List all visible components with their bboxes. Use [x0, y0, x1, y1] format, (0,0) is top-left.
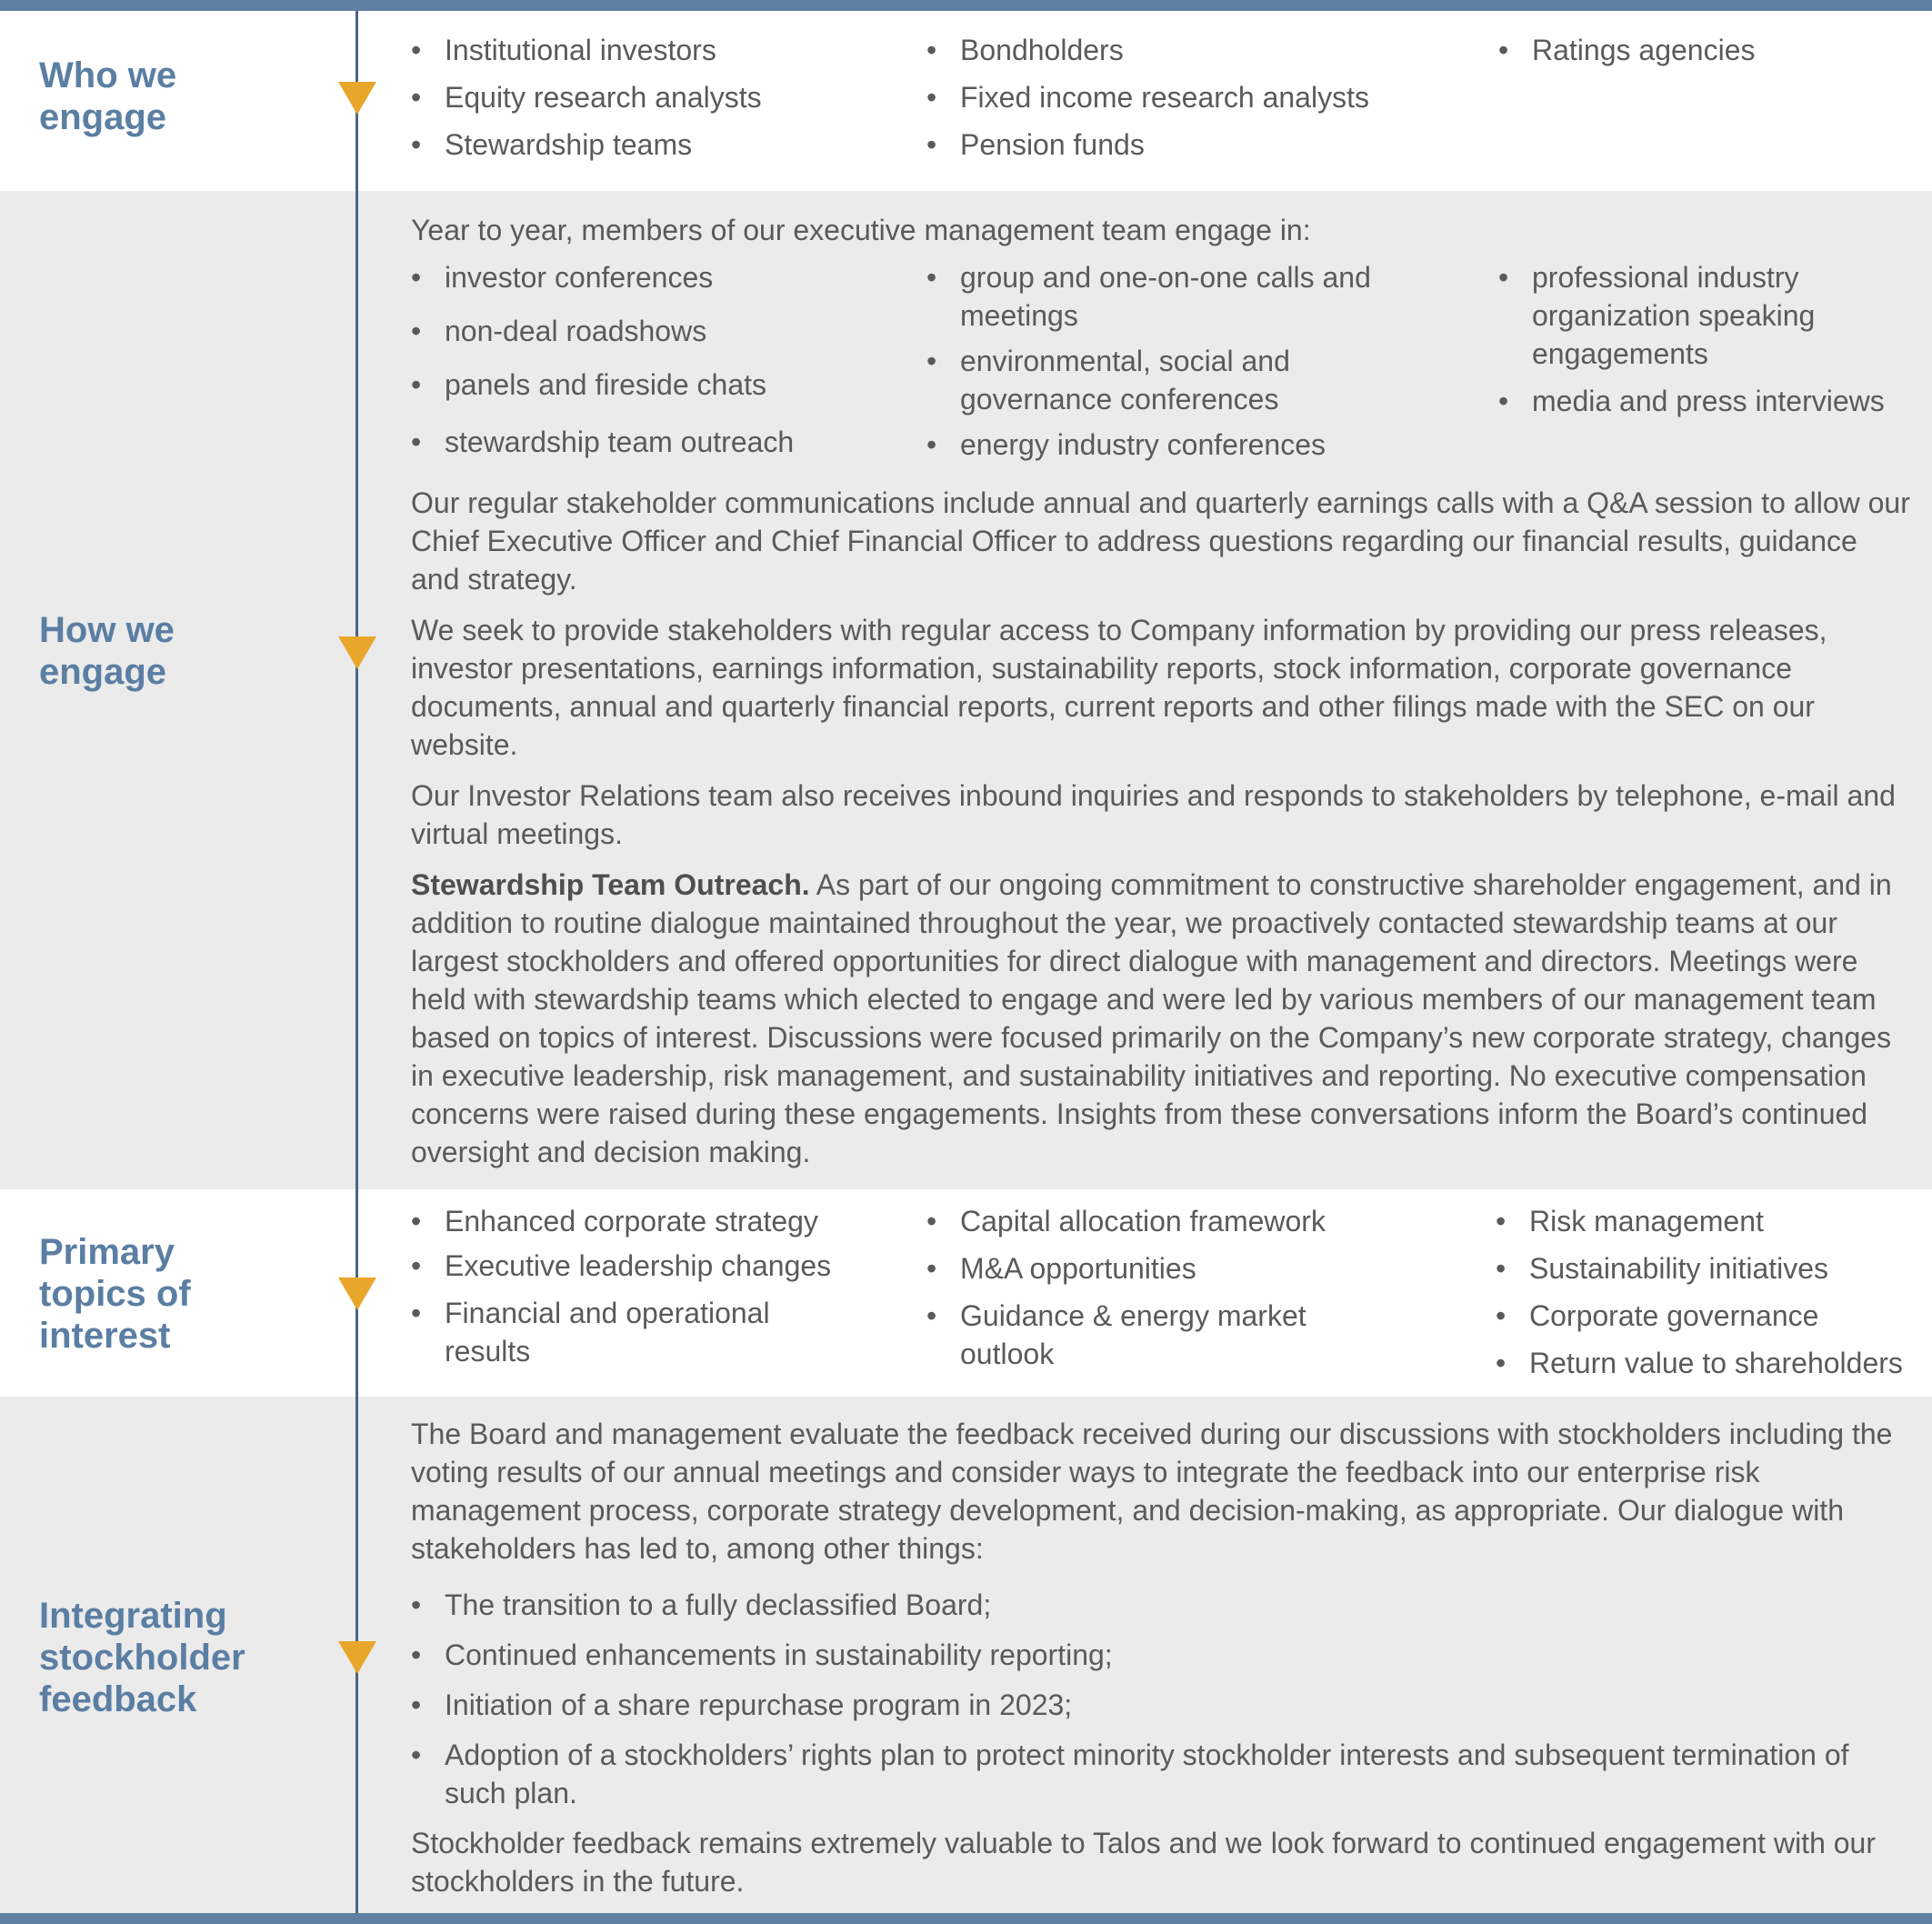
how-paragraphs — [411, 484, 1911, 1171]
list-item: • Executive leadership changes — [411, 1247, 902, 1285]
list-item: • panels and fireside chats — [411, 366, 902, 404]
list-item: • Bondholders — [926, 31, 1472, 69]
stewardship-text: As part of our ongoing commitment to constructive shareholder engagement, and in addition to routine dialogue maintained throughout the year, we proactively contacted stewardship teams at our largest stockholders and offered opportunities for direct dialogue with management and directors. Meetings were held with stewardship teams which elected to engage and were led by various members of our management team based on topics of interest. Discussions were focused primarily on the Company’s new corporate strategy, changes in executive leadership, risk management, and sustainability initiatives and reporting. No executive compensation concerns were raised during these engagements. Insights from these conversations inform the Board’s continued oversight and decision making. — [411, 868, 1892, 1168]
list-item: • Corporate governance — [1496, 1297, 1911, 1335]
list-item: • stewardship team outreach — [411, 423, 902, 461]
list-item: • group and one-on-one calls and meetings — [926, 258, 1399, 335]
list-item: • media and press interviews — [1498, 382, 1911, 420]
bottom-border — [0, 1913, 1932, 1924]
topics-col-1 — [411, 1202, 902, 1370]
how-col-1 — [411, 258, 902, 461]
top-border — [0, 0, 1932, 11]
list-item: • The transition to a fully declassified Board; — [411, 1586, 1911, 1624]
list-item: • Pension funds — [926, 125, 1472, 164]
list-item: • M&A opportunities — [926, 1249, 1399, 1288]
topics-col-2 — [926, 1202, 1399, 1373]
section-integrating-feedback — [0, 1397, 1932, 1913]
who-col-3 — [1498, 31, 1907, 69]
list-item: • Stewardship teams — [411, 125, 902, 164]
list-item: • Ratings agencies — [1498, 31, 1907, 69]
list-item: • Enhanced corporate strategy — [411, 1202, 902, 1240]
how-content — [411, 211, 1911, 249]
list-item: • Capital allocation framework — [926, 1202, 1399, 1240]
list-item: • Guidance & energy market outlook — [926, 1297, 1360, 1373]
section-label-feedback: Integrating stockholder feedback — [39, 1596, 245, 1719]
how-paragraph-access: We seek to provide stakeholders with regular access to Company information by providing our press releases, investor presentations, earnings information, sustainability reports, stock information, corporate governance documents, annual and quarterly financial reports, current reports and other filings made with the SEC on our website. — [411, 614, 1827, 761]
timeline-arrow-who — [338, 82, 376, 115]
section-how-we-engage — [0, 191, 1932, 1189]
stewardship-heading: Stewardship Team Outreach. — [411, 868, 810, 901]
list-item: • Equity research analysts — [411, 78, 902, 116]
section-who-we-engage — [0, 11, 1932, 191]
who-col-2 — [926, 31, 1472, 164]
how-intro: Year to year, members of our executive management team engage in: — [411, 214, 1311, 246]
who-col-1 — [411, 31, 902, 164]
how-paragraph-communications: Our regular stakeholder communications include annual and quarterly earnings calls with a Q&A session to allow our Chief Executive Officer and Chief Financial Officer to address questions regarding our financial results, guidance and strategy. — [411, 486, 1910, 596]
timeline-arrow-how — [338, 636, 376, 669]
list-item: • energy industry conferences — [926, 426, 1399, 464]
section-primary-topics — [0, 1189, 1932, 1397]
timeline-line — [355, 11, 358, 1913]
how-paragraph-investor-relations: Our Investor Relations team also receives inbound inquiries and responds to stakeholders by telephone, e-mail and virtual meetings. — [411, 779, 1896, 850]
list-item: • Continued enhancements in sustainability reporting; — [411, 1636, 1911, 1674]
list-item: • investor conferences — [411, 258, 902, 296]
list-item: • professional industry organization speaking engagements — [1498, 258, 1911, 373]
section-label-how: How we engage — [39, 610, 175, 692]
how-col-2 — [926, 258, 1399, 464]
timeline-arrow-topics — [338, 1278, 376, 1310]
timeline-arrow-feedback — [338, 1641, 376, 1674]
section-label-topics: Primary topics of interest — [39, 1232, 191, 1356]
list-item: • non-deal roadshows — [411, 312, 902, 350]
list-item: • Return value to shareholders — [1496, 1344, 1911, 1382]
how-col-3 — [1498, 258, 1911, 420]
feedback-closing: Stockholder feedback remains extremely valuable to Talos and we look forward to continued engagement with our stockholders in the future. — [411, 1827, 1876, 1898]
list-item: • Institutional investors — [411, 31, 902, 69]
topics-col-3 — [1496, 1202, 1911, 1382]
list-item: • Adoption of a stockholders’ rights plan to protect minority stockholder interests and subsequent termination of such plan. — [411, 1736, 1911, 1812]
list-item: • Sustainability initiatives — [1496, 1249, 1911, 1288]
feedback-intro: The Board and management evaluate the feedback received during our discussions with stockholders including the voting results of our annual meetings and consider ways to integrate the feedback into our enterprise risk management process, corporate strategy development, and decision-making, as appropriate. Our dialogue with stakeholders has led to, among other things: — [411, 1418, 1893, 1565]
how-paragraph-stewardship — [411, 866, 1911, 1171]
list-item: • Initiation of a share repurchase program in 2023; — [411, 1686, 1911, 1724]
list-item: • environmental, social and governance conferences — [926, 342, 1399, 418]
section-label-who: Who we engage — [39, 55, 177, 137]
feedback-content — [411, 1415, 1911, 1900]
list-item: • Fixed income research analysts — [926, 78, 1472, 116]
list-item: • Financial and operational results — [411, 1294, 845, 1370]
list-item: • Risk management — [1496, 1202, 1911, 1240]
